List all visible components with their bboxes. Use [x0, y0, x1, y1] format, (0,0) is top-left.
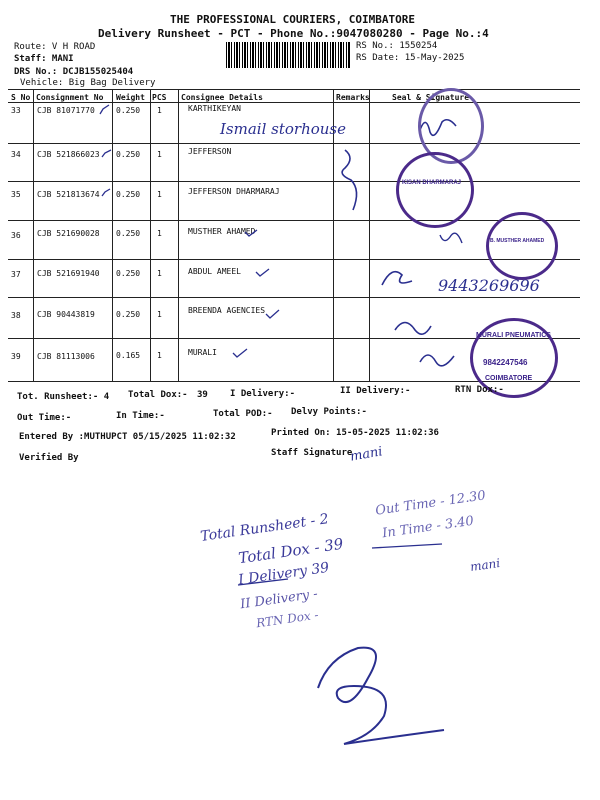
verified-by: Verified By [19, 453, 79, 463]
rs-date: RS Date: 15-May-2025 [356, 53, 465, 63]
seal-stamp-2 [396, 152, 474, 228]
hw-ii-delivery: II Delivery - [239, 586, 319, 613]
row-weight: 0.250 [116, 310, 141, 319]
row-consignee: MUSTHER AHAMED [188, 227, 256, 236]
col-header-consignee: Consignee Details [181, 93, 263, 102]
row-consignment: CJB 90443819 [37, 310, 95, 319]
row-consignee: JEFFERSON [188, 147, 232, 156]
row-weight: 0.165 [116, 351, 141, 360]
seal-stamp-3 [486, 212, 558, 280]
col-header-weight: Weight [116, 93, 145, 102]
delvy-points: Delvy Points:- [291, 407, 367, 417]
stamp3-text: B. MUSTHER AHAMED [490, 238, 545, 244]
hw-total-runsheet: Total Runsheet - 2 [199, 511, 330, 545]
company-name: THE PROFESSIONAL COURIERS, COIMBATORE [170, 13, 416, 26]
total-runsheet: Tot. Runsheet:- 4 [17, 392, 110, 402]
row-consignment: CJB 81113006 [37, 352, 95, 361]
rtn-dox: RTN Dox:- [455, 385, 504, 395]
row-sno: 35 [11, 190, 21, 199]
col-header-pcs: PCS [152, 93, 167, 102]
row-sno: 39 [11, 352, 21, 361]
out-time: Out Time:- [17, 413, 72, 423]
row-weight: 0.250 [116, 269, 141, 278]
stamp4-city: COIMBATORE [485, 375, 533, 382]
drs-number: DRS No.: DCJB155025404 [14, 67, 134, 77]
row-sno: 36 [11, 231, 21, 240]
row-consignment: CJB 81071770 [37, 106, 95, 115]
row-consignee: JEFFERSON DHARMARAJ [188, 187, 280, 196]
row-sno: 33 [11, 106, 21, 115]
staff: Staff: MANI [14, 54, 74, 64]
printed-on: Printed On: 15-05-2025 11:02:36 [271, 428, 439, 438]
hw-rtn-dox: RTN Dox - [255, 607, 320, 631]
staff-signature-label: Staff Signature [271, 448, 353, 458]
row-consignee: MURALI [188, 348, 217, 357]
total-pod: Total POD:- [213, 409, 273, 419]
row-consignee: BREENDA AGENCIES [188, 306, 266, 315]
hw-phone: 9443269696 [438, 276, 540, 295]
hw-in-time: In Time - 3.40 [381, 513, 475, 542]
hw-staff-signature: mani [348, 444, 384, 465]
row-consignment: CJB 521813674 [37, 190, 100, 199]
hw-i-delivery: I Delivery 39 [237, 559, 331, 589]
total-dox-label: Total Dox:- [128, 390, 188, 400]
row-consignment: CJB 521691940 [37, 269, 100, 278]
route: Route: V H ROAD [14, 42, 96, 52]
row-pcs: 1 [157, 150, 162, 159]
stamp2-text: KISAN DHARMARAJ [402, 180, 462, 186]
col-header-remarks: Remarks [336, 93, 370, 102]
row-pcs: 1 [157, 106, 162, 115]
row-weight: 0.250 [116, 190, 141, 199]
hw-total-dox: Total Dox - 39 [237, 534, 345, 568]
runsheet-subtitle: Delivery Runsheet - PCT - Phone No.:9047080280 - Page No.:4 [98, 27, 489, 40]
col-header-sno: S No [11, 93, 31, 102]
row-pcs: 1 [157, 310, 162, 319]
stamp4-text: MURALI PNEUMATICS [476, 332, 551, 339]
row-pcs: 1 [157, 229, 162, 238]
row-consignee: ABDUL AMEEL [188, 267, 241, 276]
row-weight: 0.250 [116, 106, 141, 115]
ii-delivery: II Delivery:- [340, 386, 411, 396]
row-sno: 37 [11, 270, 21, 279]
row-pcs: 1 [157, 269, 162, 278]
entered-by: Entered By :MUTHUPCT 05/15/2025 11:02:32 [19, 432, 236, 442]
row-sno: 34 [11, 150, 21, 159]
col-header-seal: Seal & Signature [392, 93, 470, 102]
hw-out-time: Out Time - 12.30 [374, 488, 487, 519]
row-sno: 38 [11, 311, 21, 320]
row-weight: 0.250 [116, 229, 141, 238]
row-pcs: 1 [157, 351, 162, 360]
total-dox-value: 39 [197, 390, 208, 400]
in-time: In Time:- [116, 411, 165, 421]
row-consignment: CJB 521690028 [37, 229, 100, 238]
col-header-consignment: Consignment No [36, 93, 104, 102]
vehicle: Vehicle: Big Bag Delivery [20, 78, 156, 88]
row-consignment: CJB 521866023 [37, 150, 100, 159]
i-delivery: I Delivery:- [230, 389, 296, 399]
row-consignee: KARTHIKEYAN [188, 104, 241, 113]
hw-mani: mani [469, 555, 501, 575]
hw-row33-note: Ismail storhouse [220, 120, 347, 138]
rs-number: RS No.: 1550254 [356, 41, 438, 51]
row-weight: 0.250 [116, 150, 141, 159]
stamp4-phone: 9842247546 [483, 358, 528, 367]
row-pcs: 1 [157, 190, 162, 199]
